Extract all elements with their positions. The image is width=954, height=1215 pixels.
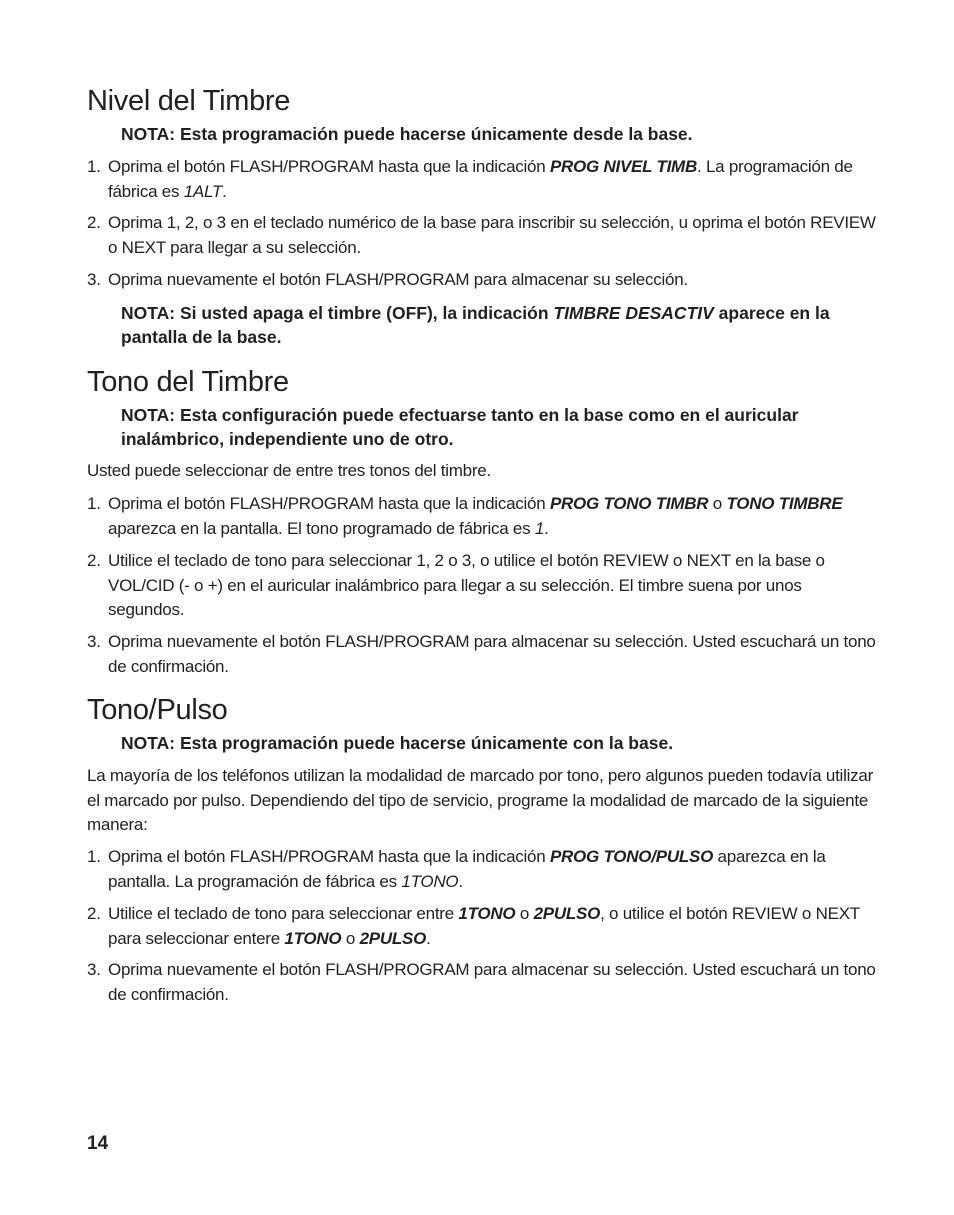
list-item	[87, 630, 877, 679]
text-run: .	[458, 871, 463, 891]
text-run: NOTA: Si usted apaga el timbre (OFF), la indicación	[121, 303, 554, 323]
item-number: 3.	[87, 270, 101, 289]
item-number: 3.	[87, 960, 101, 979]
text-run: .	[222, 181, 227, 201]
display-indication: TONO TIMBRE	[726, 494, 843, 513]
text-run: Utilice el teclado de tono para seleccionar entre	[108, 904, 459, 923]
item-number: 1.	[87, 157, 101, 176]
page-number: 14	[87, 1133, 109, 1154]
list-item	[87, 268, 877, 293]
note: NOTA: Esta configuración puede efectuarse tanto en la base como en el auricular inalámbrico, independiente uno de otro.	[121, 405, 799, 449]
section-title-nivel-del-timbre: Nivel del Timbre	[87, 85, 291, 117]
display-indication: PROG TONO TIMBR	[549, 494, 709, 513]
note: NOTA: Esta programación puede hacerse únicamente con la base.	[121, 733, 674, 753]
mode-option: 1TONO	[458, 904, 516, 923]
list-item	[87, 549, 877, 623]
text-run: Oprima el botón FLASH/PROGRAM hasta que la indicación	[108, 494, 550, 513]
display-indication: TIMBRE DESACTIV	[553, 303, 714, 323]
intro-paragraph: La mayoría de los teléfonos utilizan la modalidad de marcado por tono, pero algunos pueden todavía utilizar el marcado por pulso. Dependiendo del tipo de servicio, programe la modalidad de marcado de la siguiente manera:	[87, 766, 873, 834]
list-item	[87, 958, 877, 1007]
item-number: 1.	[87, 494, 101, 513]
item-number: 2.	[87, 904, 101, 923]
section-title-tono-pulso: Tono/Pulso	[87, 694, 228, 726]
text-run: o	[708, 494, 727, 513]
item-number: 3.	[87, 632, 101, 651]
mode-option: 2PULSO	[359, 928, 427, 948]
list-item	[87, 211, 877, 260]
item-text	[108, 155, 877, 204]
list-item	[87, 155, 877, 204]
text-run: o	[515, 904, 534, 923]
text-run: aparezca en la pantalla. La programación de fábrica es	[108, 847, 826, 891]
text-run: aparece en la pantalla de la base.	[121, 303, 830, 347]
item-text	[108, 492, 877, 541]
item-text: Oprima nuevamente el botón FLASH/PROGRAM para almacenar su selección. Usted escuchará un tono de confirmación.	[108, 960, 876, 1004]
section-title-tono-del-timbre: Tono del Timbre	[87, 366, 289, 398]
item-text: Oprima nuevamente el botón FLASH/PROGRAM para almacenar su selección. Usted escuchará un tono de confirmación.	[108, 632, 876, 676]
text-run: , o utilice el botón REVIEW o NEXT para seleccionar entere	[108, 904, 860, 948]
default-value: 1ALT	[183, 181, 223, 201]
list-item	[87, 845, 877, 894]
item-text	[108, 902, 877, 951]
text-run: .	[544, 518, 549, 538]
text-run: o	[341, 928, 360, 948]
item-text: Oprima 1, 2, o 3 en el teclado numérico de la base para inscribir su selección, u oprima el botón REVIEW o NEXT para llegar a su selección.	[108, 213, 876, 257]
text-run: . La programación de fábrica es	[108, 157, 853, 201]
note	[121, 301, 841, 349]
default-value: 1	[534, 518, 545, 538]
list-item	[87, 492, 877, 541]
text-run: .	[426, 928, 431, 948]
text-run: Oprima el botón FLASH/PROGRAM hasta que la indicación	[108, 847, 550, 866]
mode-option: 2PULSO	[533, 904, 601, 923]
item-text: Oprima nuevamente el botón FLASH/PROGRAM para almacenar su selección.	[108, 270, 688, 289]
item-text	[108, 845, 877, 894]
mode-option: 1TONO	[284, 928, 342, 948]
item-number: 1.	[87, 847, 101, 866]
display-indication: PROG TONO/PULSO	[549, 847, 714, 866]
default-value: 1TONO	[401, 871, 459, 891]
note: NOTA: Esta programación puede hacerse únicamente desde la base.	[121, 124, 693, 144]
intro-paragraph: Usted puede seleccionar de entre tres tonos del timbre.	[87, 461, 491, 480]
item-text: Utilice el teclado de tono para seleccionar 1, 2 o 3, o utilice el botón REVIEW o NEXT en la base o VOL/CID (- o +) en el auricular inalámbrico para llegar a su selección. El timbre suena por unos segundos.	[108, 551, 825, 619]
item-number: 2.	[87, 551, 101, 570]
item-number: 2.	[87, 213, 101, 232]
list-item	[87, 902, 877, 951]
text-run: aparezca en la pantalla. El tono programado de fábrica es	[108, 518, 535, 538]
text-run: Oprima el botón FLASH/PROGRAM hasta que la indicación	[108, 157, 550, 176]
display-indication: PROG NIVEL TIMB	[549, 157, 697, 176]
